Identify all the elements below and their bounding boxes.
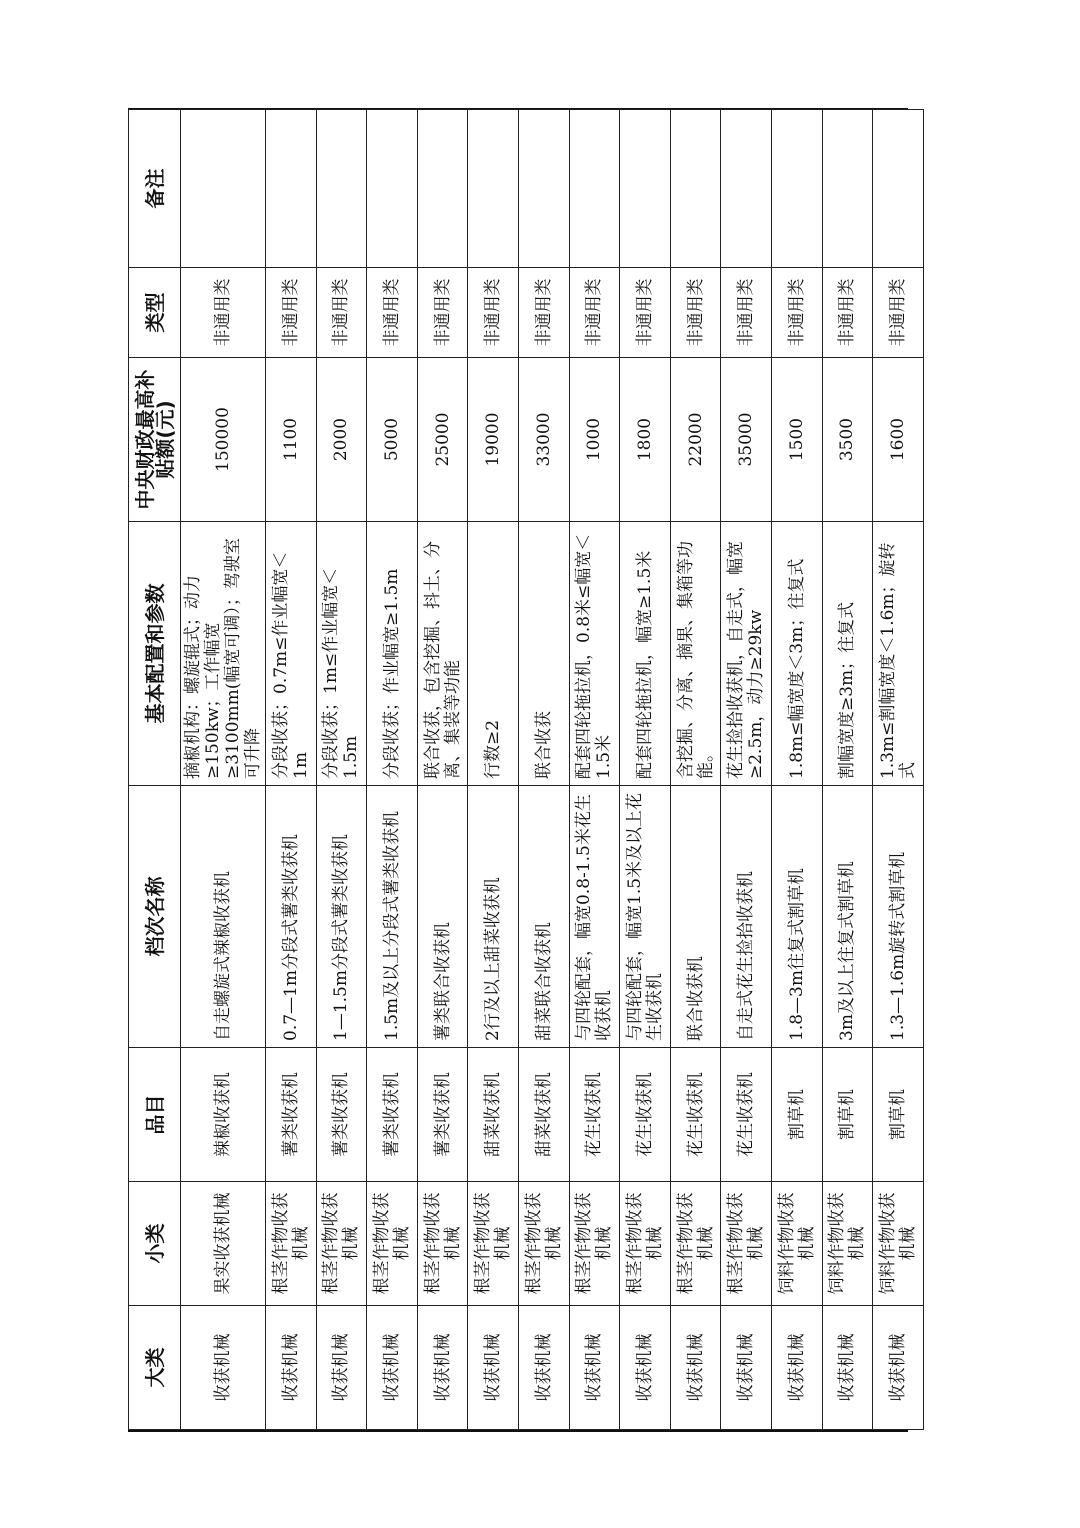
header-item: 品目 xyxy=(129,1048,181,1182)
cell-subsidy: 33000 xyxy=(518,358,569,522)
table-row xyxy=(873,110,924,1430)
cell-subcategory: 根茎作物收获机械 xyxy=(316,1182,367,1306)
cell-grade: 2行及以上甜菜收获机 xyxy=(468,786,519,1048)
cell-grade: 甜菜联合收获机 xyxy=(518,786,569,1048)
cell-subcategory: 根茎作物收获机械 xyxy=(518,1182,569,1306)
cell-type: 非通用类 xyxy=(569,268,620,358)
header-grade: 档次名称 xyxy=(129,786,181,1048)
cell-item: 薯类收获机 xyxy=(417,1048,468,1182)
cell-remark xyxy=(670,110,721,268)
cell-type: 非通用类 xyxy=(266,268,317,358)
cell-type: 非通用类 xyxy=(721,268,772,358)
header-config: 基本配置和参数 xyxy=(129,522,181,786)
cell-subcategory: 饲料作物收获机械 xyxy=(822,1182,873,1306)
cell-remark xyxy=(873,110,924,268)
cell-subsidy: 150000 xyxy=(181,358,266,522)
cell-remark xyxy=(620,110,671,268)
cell-item: 薯类收获机 xyxy=(266,1048,317,1182)
cell-category: 收获机械 xyxy=(721,1306,772,1430)
header-category: 大类 xyxy=(129,1306,181,1430)
table-row xyxy=(316,110,367,1430)
table-row xyxy=(518,110,569,1430)
cell-item: 花生收获机 xyxy=(569,1048,620,1182)
cell-category: 收获机械 xyxy=(771,1306,822,1430)
header-subcategory: 小类 xyxy=(129,1182,181,1306)
cell-config: 花生捡拾收获机，自走式，幅宽≥2.5m，动力≥29kw xyxy=(721,522,772,786)
cell-subsidy: 22000 xyxy=(670,358,721,522)
cell-subsidy: 1100 xyxy=(266,358,317,522)
cell-grade: 0.7—1m分段式薯类收获机 xyxy=(266,786,317,1048)
cell-grade: 1.3—1.6m旋转式割草机 xyxy=(873,786,924,1048)
cell-remark xyxy=(518,110,569,268)
cell-config: 配套四轮拖拉机，幅宽≥1.5米 xyxy=(620,522,671,786)
table-row xyxy=(771,110,822,1430)
cell-category: 收获机械 xyxy=(518,1306,569,1430)
cell-remark xyxy=(569,110,620,268)
cell-category: 收获机械 xyxy=(670,1306,721,1430)
cell-type: 非通用类 xyxy=(518,268,569,358)
cell-subsidy: 1600 xyxy=(873,358,924,522)
cell-subcategory: 饲料作物收获机械 xyxy=(873,1182,924,1306)
cell-subcategory: 果实收获机械 xyxy=(181,1182,266,1306)
cell-category: 收获机械 xyxy=(181,1306,266,1430)
cell-item: 甜菜收获机 xyxy=(518,1048,569,1182)
cell-subcategory: 根茎作物收获机械 xyxy=(620,1182,671,1306)
cell-item: 花生收获机 xyxy=(670,1048,721,1182)
table-row xyxy=(181,110,266,1430)
header-row xyxy=(129,110,181,1430)
cell-remark xyxy=(266,110,317,268)
header-type: 类型 xyxy=(129,268,181,358)
cell-type: 非通用类 xyxy=(468,268,519,358)
cell-item: 割草机 xyxy=(771,1048,822,1182)
cell-subsidy: 2000 xyxy=(316,358,367,522)
cell-config: 割幅宽度≥3m；往复式 xyxy=(822,522,873,786)
cell-type: 非通用类 xyxy=(620,268,671,358)
table-row xyxy=(266,110,317,1430)
cell-type: 非通用类 xyxy=(822,268,873,358)
cell-type: 非通用类 xyxy=(771,268,822,358)
cell-subcategory: 根茎作物收获机械 xyxy=(721,1182,772,1306)
cell-item: 甜菜收获机 xyxy=(468,1048,519,1182)
cell-subsidy: 1800 xyxy=(620,358,671,522)
table-row xyxy=(367,110,418,1430)
cell-remark xyxy=(316,110,367,268)
cell-type: 非通用类 xyxy=(417,268,468,358)
table-row xyxy=(721,110,772,1430)
cell-category: 收获机械 xyxy=(468,1306,519,1430)
cell-subcategory: 根茎作物收获机械 xyxy=(367,1182,418,1306)
cell-item: 割草机 xyxy=(822,1048,873,1182)
header-subsidy: 中央财政最高补贴额(元) xyxy=(129,358,181,522)
cell-grade: 1.5m及以上分段式薯类收获机 xyxy=(367,786,418,1048)
cell-config: 1.8m≤幅宽度＜3m；往复式 xyxy=(771,522,822,786)
cell-item: 割草机 xyxy=(873,1048,924,1182)
cell-grade: 自走式花生捡拾收获机 xyxy=(721,786,772,1048)
cell-category: 收获机械 xyxy=(569,1306,620,1430)
cell-remark xyxy=(721,110,772,268)
cell-remark xyxy=(771,110,822,268)
cell-config: 分段收获；0.7m≤作业幅宽＜1m xyxy=(266,522,317,786)
cell-remark xyxy=(822,110,873,268)
cell-subcategory: 根茎作物收获机械 xyxy=(468,1182,519,1306)
cell-category: 收获机械 xyxy=(620,1306,671,1430)
cell-subcategory: 根茎作物收获机械 xyxy=(569,1182,620,1306)
cell-subsidy: 1500 xyxy=(771,358,822,522)
cell-type: 非通用类 xyxy=(316,268,367,358)
cell-category: 收获机械 xyxy=(417,1306,468,1430)
cell-subcategory: 根茎作物收获机械 xyxy=(417,1182,468,1306)
cell-config: 分段收获；作业幅宽≥1.5m xyxy=(367,522,418,786)
cell-item: 薯类收获机 xyxy=(367,1048,418,1182)
cell-grade: 1.8—3m往复式割草机 xyxy=(771,786,822,1048)
cell-grade: 与四轮配套，幅宽1.5米及以上花生收获机 xyxy=(620,786,671,1048)
cell-category: 收获机械 xyxy=(266,1306,317,1430)
cell-remark xyxy=(417,110,468,268)
cell-remark xyxy=(181,110,266,268)
table-row xyxy=(822,110,873,1430)
cell-subsidy: 5000 xyxy=(367,358,418,522)
cell-type: 非通用类 xyxy=(181,268,266,358)
table-row xyxy=(468,110,519,1430)
cell-grade: 联合收获机 xyxy=(670,786,721,1048)
cell-subsidy: 1000 xyxy=(569,358,620,522)
cell-subsidy: 35000 xyxy=(721,358,772,522)
table-row xyxy=(670,110,721,1430)
cell-item: 花生收获机 xyxy=(721,1048,772,1182)
cell-item: 薯类收获机 xyxy=(316,1048,367,1182)
cell-config: 行数≥2 xyxy=(468,522,519,786)
cell-config: 配套四轮拖拉机，0.8米≤幅宽＜1.5米 xyxy=(569,522,620,786)
cell-type: 非通用类 xyxy=(367,268,418,358)
cell-type: 非通用类 xyxy=(873,268,924,358)
table-row xyxy=(569,110,620,1430)
cell-config: 含挖掘、分离、摘果、集箱等功能。 xyxy=(670,522,721,786)
subsidy-table xyxy=(128,109,924,1430)
cell-item: 辣椒收获机 xyxy=(181,1048,266,1182)
cell-subcategory: 根茎作物收获机械 xyxy=(266,1182,317,1306)
header-remark: 备注 xyxy=(129,110,181,268)
cell-category: 收获机械 xyxy=(822,1306,873,1430)
table-row xyxy=(620,110,671,1430)
cell-remark xyxy=(468,110,519,268)
cell-grade: 3m及以上往复式割草机 xyxy=(822,786,873,1048)
cell-grade: 自走螺旋式辣椒收获机 xyxy=(181,786,266,1048)
cell-category: 收获机械 xyxy=(316,1306,367,1430)
subsidy-table-sheet xyxy=(128,108,918,1432)
cell-grade: 1—1.5m分段式薯类收获机 xyxy=(316,786,367,1048)
cell-remark xyxy=(367,110,418,268)
cell-config: 联合收获，包含挖掘、抖土、分离、集装等功能 xyxy=(417,522,468,786)
cell-type: 非通用类 xyxy=(670,268,721,358)
cell-grade: 与四轮配套，幅宽0.8-1.5米花生收获机 xyxy=(569,786,620,1048)
cell-subsidy: 25000 xyxy=(417,358,468,522)
table-row xyxy=(417,110,468,1430)
cell-grade: 薯类联合收获机 xyxy=(417,786,468,1048)
cell-config: 摘椒机构：螺旋辊式；动力≥150kw；工作幅宽≥3100mm(幅宽可调）；驾驶室可升降 xyxy=(181,522,266,786)
cell-config: 联合收获 xyxy=(518,522,569,786)
cell-category: 收获机械 xyxy=(873,1306,924,1430)
cell-config: 1.3m≤割幅宽度＜1.6m；旋转式 xyxy=(873,522,924,786)
cell-subsidy: 19000 xyxy=(468,358,519,522)
cell-subcategory: 饲料作物收获机械 xyxy=(771,1182,822,1306)
cell-category: 收获机械 xyxy=(367,1306,418,1430)
cell-item: 花生收获机 xyxy=(620,1048,671,1182)
cell-config: 分段收获；1m≤作业幅宽＜1.5m xyxy=(316,522,367,786)
cell-subsidy: 3500 xyxy=(822,358,873,522)
cell-subcategory: 根茎作物收获机械 xyxy=(670,1182,721,1306)
